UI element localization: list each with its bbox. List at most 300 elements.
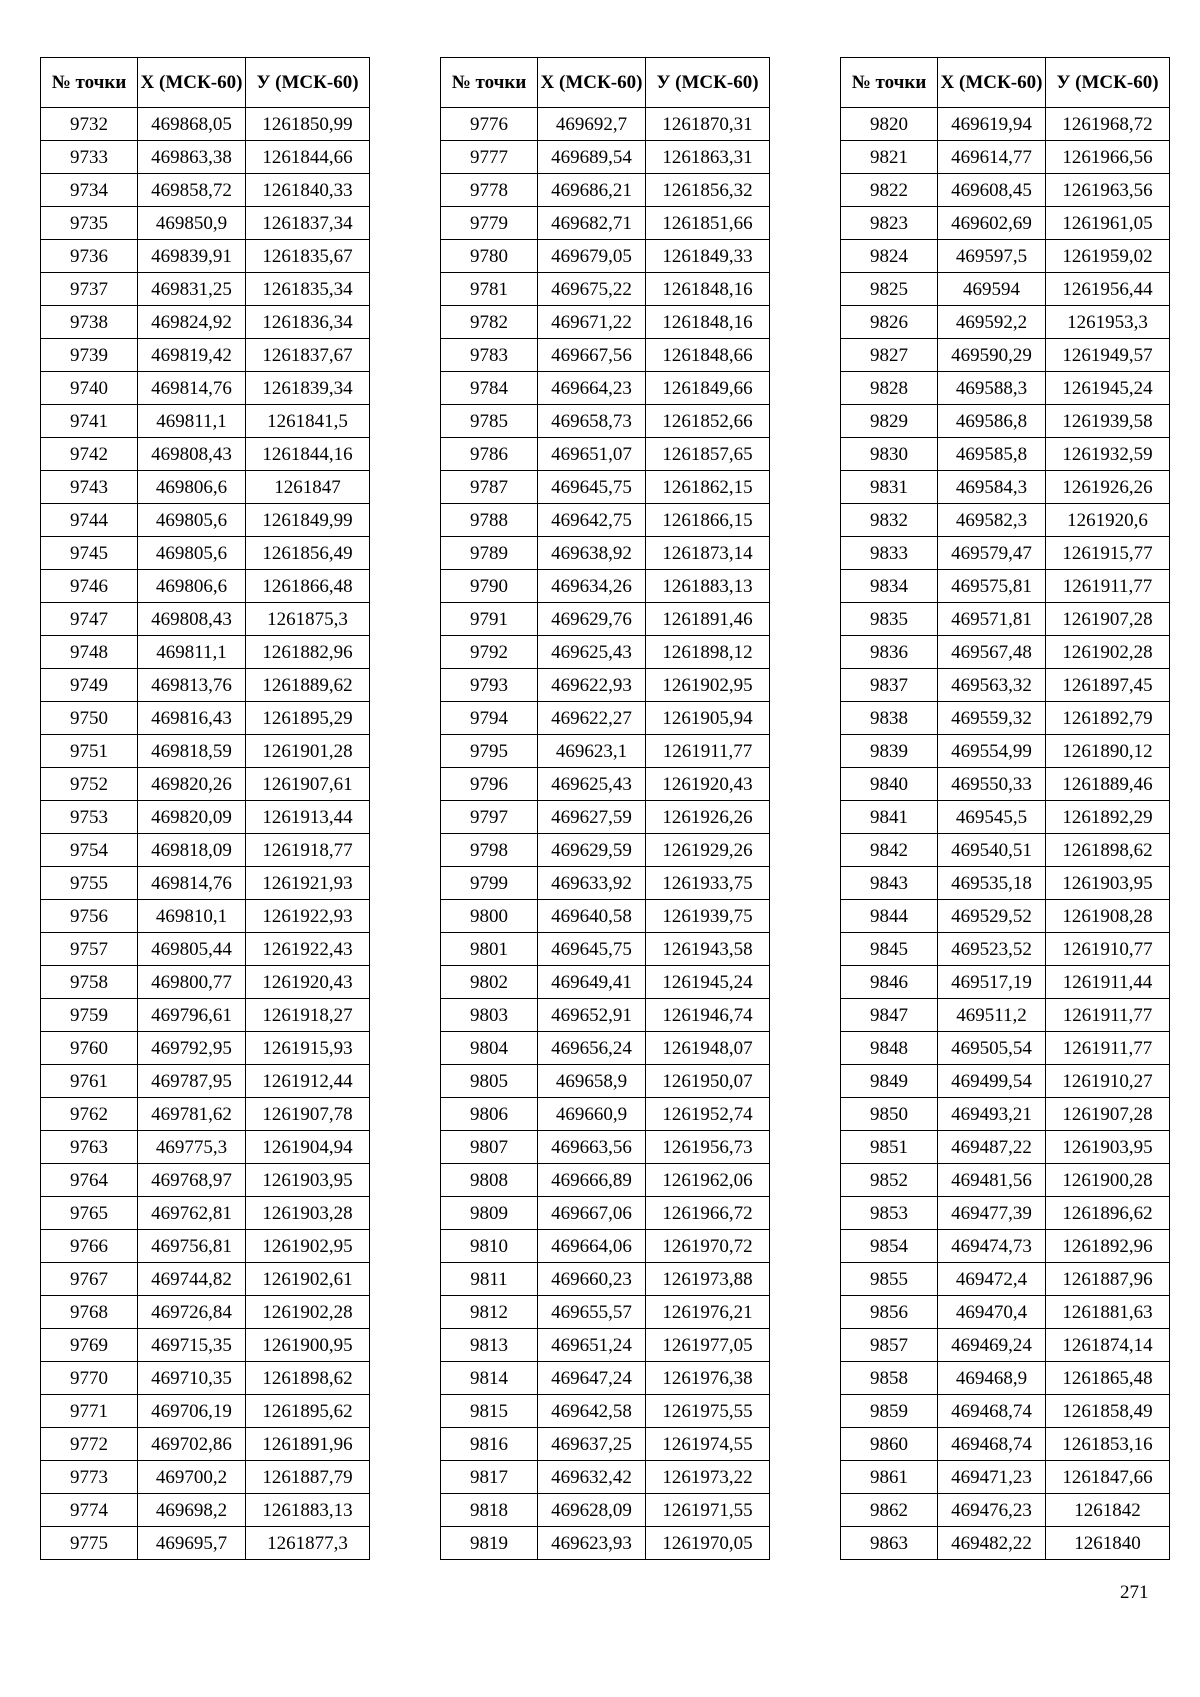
cell-point-number: 9742 [41, 438, 138, 471]
cell-x-coordinate: 469756,81 [138, 1230, 246, 1263]
cell-point-number: 9750 [41, 702, 138, 735]
cell-y-coordinate: 1261850,99 [246, 108, 370, 141]
table-row [41, 1461, 370, 1494]
cell-x-coordinate: 469529,52 [938, 900, 1046, 933]
cell-point-number: 9808 [441, 1164, 538, 1197]
cell-x-coordinate: 469535,18 [938, 867, 1046, 900]
cell-y-coordinate: 1261921,93 [246, 867, 370, 900]
cell-y-coordinate: 1261962,06 [646, 1164, 770, 1197]
table-row [41, 1032, 370, 1065]
cell-point-number: 9776 [441, 108, 538, 141]
cell-y-coordinate: 1261963,56 [1046, 174, 1170, 207]
cell-y-coordinate: 1261849,66 [646, 372, 770, 405]
table-row [41, 999, 370, 1032]
cell-y-coordinate: 1261892,29 [1046, 801, 1170, 834]
cell-point-number: 9758 [41, 966, 138, 999]
cell-y-coordinate: 1261856,49 [246, 537, 370, 570]
cell-y-coordinate: 1261889,62 [246, 669, 370, 702]
cell-point-number: 9768 [41, 1296, 138, 1329]
cell-x-coordinate: 469628,09 [538, 1494, 646, 1527]
cell-x-coordinate: 469796,61 [138, 999, 246, 1032]
cell-x-coordinate: 469637,25 [538, 1428, 646, 1461]
table-row [841, 207, 1170, 240]
cell-x-coordinate: 469634,26 [538, 570, 646, 603]
table-row [41, 1428, 370, 1461]
cell-x-coordinate: 469642,58 [538, 1395, 646, 1428]
cell-x-coordinate: 469592,2 [938, 306, 1046, 339]
cell-x-coordinate: 469816,43 [138, 702, 246, 735]
table-row [841, 801, 1170, 834]
cell-y-coordinate: 1261853,16 [1046, 1428, 1170, 1461]
cell-y-coordinate: 1261922,93 [246, 900, 370, 933]
table-row [441, 735, 770, 768]
table-row [841, 603, 1170, 636]
cell-y-coordinate: 1261973,88 [646, 1263, 770, 1296]
cell-x-coordinate: 469468,74 [938, 1395, 1046, 1428]
cell-point-number: 9844 [841, 900, 938, 933]
cell-x-coordinate: 469588,3 [938, 372, 1046, 405]
table-row [41, 1494, 370, 1527]
cell-x-coordinate: 469682,71 [538, 207, 646, 240]
cell-y-coordinate: 1261956,73 [646, 1131, 770, 1164]
cell-y-coordinate: 1261883,13 [246, 1494, 370, 1527]
cell-x-coordinate: 469619,94 [938, 108, 1046, 141]
cell-y-coordinate: 1261911,77 [1046, 570, 1170, 603]
table-row [841, 669, 1170, 702]
cell-x-coordinate: 469686,21 [538, 174, 646, 207]
table-row [441, 1197, 770, 1230]
cell-point-number: 9748 [41, 636, 138, 669]
table-row [841, 1428, 1170, 1461]
cell-point-number: 9852 [841, 1164, 938, 1197]
table-row [441, 1428, 770, 1461]
cell-x-coordinate: 469614,77 [938, 141, 1046, 174]
cell-x-coordinate: 469476,23 [938, 1494, 1046, 1527]
cell-x-coordinate: 469692,7 [538, 108, 646, 141]
table-row [41, 834, 370, 867]
cell-y-coordinate: 1261911,77 [1046, 999, 1170, 1032]
cell-point-number: 9815 [441, 1395, 538, 1428]
cell-point-number: 9764 [41, 1164, 138, 1197]
cell-point-number: 9774 [41, 1494, 138, 1527]
cell-y-coordinate: 1261926,26 [1046, 471, 1170, 504]
cell-y-coordinate: 1261863,31 [646, 141, 770, 174]
table-row [441, 1329, 770, 1362]
cell-y-coordinate: 1261907,28 [1046, 603, 1170, 636]
table-row [41, 669, 370, 702]
cell-y-coordinate: 1261966,72 [646, 1197, 770, 1230]
cell-point-number: 9794 [441, 702, 538, 735]
cell-x-coordinate: 469656,24 [538, 1032, 646, 1065]
table-row [41, 339, 370, 372]
cell-x-coordinate: 469627,59 [538, 801, 646, 834]
cell-x-coordinate: 469482,22 [938, 1527, 1046, 1560]
table-row [41, 174, 370, 207]
table-row [441, 966, 770, 999]
cell-point-number: 9756 [41, 900, 138, 933]
cell-point-number: 9736 [41, 240, 138, 273]
cell-point-number: 9761 [41, 1065, 138, 1098]
table-row [841, 768, 1170, 801]
table-row [41, 306, 370, 339]
cell-point-number: 9795 [441, 735, 538, 768]
table-row [441, 834, 770, 867]
cell-y-coordinate: 1261903,28 [246, 1197, 370, 1230]
table-row [41, 1362, 370, 1395]
cell-point-number: 9814 [441, 1362, 538, 1395]
table-row [441, 603, 770, 636]
table-row [841, 504, 1170, 537]
cell-x-coordinate: 469550,33 [938, 768, 1046, 801]
cell-y-coordinate: 1261911,77 [1046, 1032, 1170, 1065]
table-row [441, 405, 770, 438]
table-row [841, 636, 1170, 669]
cell-point-number: 9811 [441, 1263, 538, 1296]
cell-point-number: 9763 [41, 1131, 138, 1164]
table-row [41, 537, 370, 570]
header-point-number: № точки [841, 58, 938, 108]
table-row [841, 1461, 1170, 1494]
table-row [41, 141, 370, 174]
cell-x-coordinate: 469695,7 [138, 1527, 246, 1560]
cell-point-number: 9830 [841, 438, 938, 471]
cell-x-coordinate: 469814,76 [138, 867, 246, 900]
table-row [841, 1164, 1170, 1197]
cell-y-coordinate: 1261902,28 [1046, 636, 1170, 669]
cell-y-coordinate: 1261907,28 [1046, 1098, 1170, 1131]
cell-x-coordinate: 469633,92 [538, 867, 646, 900]
header-point-number: № точки [441, 58, 538, 108]
cell-point-number: 9771 [41, 1395, 138, 1428]
table-row [41, 867, 370, 900]
cell-y-coordinate: 1261835,34 [246, 273, 370, 306]
cell-y-coordinate: 1261949,57 [1046, 339, 1170, 372]
cell-y-coordinate: 1261873,14 [646, 537, 770, 570]
cell-x-coordinate: 469594 [938, 273, 1046, 306]
cell-y-coordinate: 1261891,96 [246, 1428, 370, 1461]
table-row [841, 273, 1170, 306]
cell-y-coordinate: 1261847,66 [1046, 1461, 1170, 1494]
table-row [441, 999, 770, 1032]
cell-y-coordinate: 1261862,15 [646, 471, 770, 504]
cell-y-coordinate: 1261907,78 [246, 1098, 370, 1131]
cell-y-coordinate: 1261874,14 [1046, 1329, 1170, 1362]
cell-point-number: 9740 [41, 372, 138, 405]
cell-x-coordinate: 469811,1 [138, 405, 246, 438]
cell-y-coordinate: 1261913,44 [246, 801, 370, 834]
cell-x-coordinate: 469839,91 [138, 240, 246, 273]
cell-x-coordinate: 469652,91 [538, 999, 646, 1032]
table-row [841, 1362, 1170, 1395]
cell-point-number: 9767 [41, 1263, 138, 1296]
cell-y-coordinate: 1261950,07 [646, 1065, 770, 1098]
cell-x-coordinate: 469660,9 [538, 1098, 646, 1131]
cell-y-coordinate: 1261976,21 [646, 1296, 770, 1329]
cell-x-coordinate: 469472,4 [938, 1263, 1046, 1296]
cell-x-coordinate: 469671,22 [538, 306, 646, 339]
cell-point-number: 9802 [441, 966, 538, 999]
cell-x-coordinate: 469820,09 [138, 801, 246, 834]
cell-x-coordinate: 469805,6 [138, 504, 246, 537]
cell-x-coordinate: 469824,92 [138, 306, 246, 339]
cell-x-coordinate: 469559,32 [938, 702, 1046, 735]
cell-point-number: 9838 [841, 702, 938, 735]
cell-point-number: 9737 [41, 273, 138, 306]
table-row [841, 438, 1170, 471]
cell-x-coordinate: 469818,09 [138, 834, 246, 867]
cell-point-number: 9782 [441, 306, 538, 339]
table-row [41, 1263, 370, 1296]
table-row [41, 933, 370, 966]
cell-y-coordinate: 1261901,28 [246, 735, 370, 768]
cell-y-coordinate: 1261851,66 [646, 207, 770, 240]
cell-x-coordinate: 469715,35 [138, 1329, 246, 1362]
table-row [41, 438, 370, 471]
cell-point-number: 9824 [841, 240, 938, 273]
table-row [41, 570, 370, 603]
cell-point-number: 9849 [841, 1065, 938, 1098]
cell-y-coordinate: 1261837,34 [246, 207, 370, 240]
table-row [841, 1527, 1170, 1560]
cell-point-number: 9832 [841, 504, 938, 537]
table-row [841, 702, 1170, 735]
table-row [441, 174, 770, 207]
table-row [441, 471, 770, 504]
table-row [841, 1494, 1170, 1527]
cell-x-coordinate: 469666,89 [538, 1164, 646, 1197]
cell-point-number: 9783 [441, 339, 538, 372]
cell-point-number: 9793 [441, 669, 538, 702]
cell-point-number: 9800 [441, 900, 538, 933]
cell-point-number: 9853 [841, 1197, 938, 1230]
cell-y-coordinate: 1261892,79 [1046, 702, 1170, 735]
cell-point-number: 9751 [41, 735, 138, 768]
cell-x-coordinate: 469623,93 [538, 1527, 646, 1560]
cell-y-coordinate: 1261902,95 [646, 669, 770, 702]
table-row [441, 768, 770, 801]
cell-point-number: 9775 [41, 1527, 138, 1560]
cell-point-number: 9855 [841, 1263, 938, 1296]
table-row [441, 1296, 770, 1329]
header-y-coordinate: У (МСК-60) [646, 58, 770, 108]
cell-point-number: 9862 [841, 1494, 938, 1527]
cell-y-coordinate: 1261898,12 [646, 636, 770, 669]
table-row [441, 108, 770, 141]
cell-x-coordinate: 469651,24 [538, 1329, 646, 1362]
cell-point-number: 9744 [41, 504, 138, 537]
cell-x-coordinate: 469623,1 [538, 735, 646, 768]
table-row [441, 1494, 770, 1527]
cell-y-coordinate: 1261929,26 [646, 834, 770, 867]
table-row [41, 636, 370, 669]
table-row [441, 1395, 770, 1428]
table-row [841, 1296, 1170, 1329]
cell-x-coordinate: 469471,23 [938, 1461, 1046, 1494]
table-row [441, 1461, 770, 1494]
cell-y-coordinate: 1261970,05 [646, 1527, 770, 1560]
cell-point-number: 9760 [41, 1032, 138, 1065]
cell-x-coordinate: 469523,52 [938, 933, 1046, 966]
cell-point-number: 9806 [441, 1098, 538, 1131]
cell-y-coordinate: 1261975,55 [646, 1395, 770, 1428]
cell-x-coordinate: 469775,3 [138, 1131, 246, 1164]
cell-x-coordinate: 469638,92 [538, 537, 646, 570]
table-row [441, 801, 770, 834]
table-row [441, 1527, 770, 1560]
cell-point-number: 9798 [441, 834, 538, 867]
cell-x-coordinate: 469663,56 [538, 1131, 646, 1164]
cell-point-number: 9734 [41, 174, 138, 207]
cell-y-coordinate: 1261915,93 [246, 1032, 370, 1065]
cell-y-coordinate: 1261968,72 [1046, 108, 1170, 141]
cell-y-coordinate: 1261903,95 [1046, 867, 1170, 900]
cell-x-coordinate: 469820,26 [138, 768, 246, 801]
cell-x-coordinate: 469622,93 [538, 669, 646, 702]
cell-point-number: 9861 [841, 1461, 938, 1494]
cell-point-number: 9749 [41, 669, 138, 702]
cell-y-coordinate: 1261977,05 [646, 1329, 770, 1362]
cell-y-coordinate: 1261857,65 [646, 438, 770, 471]
cell-point-number: 9797 [441, 801, 538, 834]
cell-x-coordinate: 469679,05 [538, 240, 646, 273]
cell-y-coordinate: 1261952,74 [646, 1098, 770, 1131]
table-row [841, 141, 1170, 174]
cell-point-number: 9829 [841, 405, 938, 438]
cell-point-number: 9772 [41, 1428, 138, 1461]
cell-point-number: 9820 [841, 108, 938, 141]
cell-x-coordinate: 469585,8 [938, 438, 1046, 471]
cell-x-coordinate: 469858,72 [138, 174, 246, 207]
cell-y-coordinate: 1261911,44 [1046, 966, 1170, 999]
table-row [841, 372, 1170, 405]
cell-x-coordinate: 469850,9 [138, 207, 246, 240]
cell-x-coordinate: 469470,4 [938, 1296, 1046, 1329]
cell-point-number: 9746 [41, 570, 138, 603]
cell-y-coordinate: 1261920,6 [1046, 504, 1170, 537]
cell-y-coordinate: 1261896,62 [1046, 1197, 1170, 1230]
cell-point-number: 9807 [441, 1131, 538, 1164]
table-row [41, 108, 370, 141]
cell-point-number: 9778 [441, 174, 538, 207]
table-row [441, 504, 770, 537]
cell-point-number: 9848 [841, 1032, 938, 1065]
cell-y-coordinate: 1261849,99 [246, 504, 370, 537]
cell-y-coordinate: 1261895,29 [246, 702, 370, 735]
cell-x-coordinate: 469762,81 [138, 1197, 246, 1230]
cell-x-coordinate: 469505,54 [938, 1032, 1046, 1065]
table-row [841, 900, 1170, 933]
cell-point-number: 9752 [41, 768, 138, 801]
table-row [41, 207, 370, 240]
cell-y-coordinate: 1261945,24 [1046, 372, 1170, 405]
table-row [41, 504, 370, 537]
cell-x-coordinate: 469706,19 [138, 1395, 246, 1428]
cell-y-coordinate: 1261844,66 [246, 141, 370, 174]
cell-point-number: 9787 [441, 471, 538, 504]
cell-point-number: 9859 [841, 1395, 938, 1428]
table-row [441, 636, 770, 669]
cell-y-coordinate: 1261976,38 [646, 1362, 770, 1395]
cell-y-coordinate: 1261877,3 [246, 1527, 370, 1560]
cell-point-number: 9823 [841, 207, 938, 240]
table-row [441, 1362, 770, 1395]
cell-y-coordinate: 1261902,28 [246, 1296, 370, 1329]
cell-x-coordinate: 469477,39 [938, 1197, 1046, 1230]
table-row [841, 174, 1170, 207]
cell-x-coordinate: 469567,48 [938, 636, 1046, 669]
cell-y-coordinate: 1261974,55 [646, 1428, 770, 1461]
cell-point-number: 9747 [41, 603, 138, 636]
cell-y-coordinate: 1261905,94 [646, 702, 770, 735]
cell-point-number: 9759 [41, 999, 138, 1032]
cell-point-number: 9788 [441, 504, 538, 537]
header-y-coordinate: У (МСК-60) [246, 58, 370, 108]
cell-y-coordinate: 1261890,12 [1046, 735, 1170, 768]
table-row [841, 339, 1170, 372]
header-point-number: № точки [41, 58, 138, 108]
header-y-coordinate: У (МСК-60) [1046, 58, 1170, 108]
table-row [441, 1032, 770, 1065]
cell-x-coordinate: 469818,59 [138, 735, 246, 768]
cell-point-number: 9739 [41, 339, 138, 372]
cell-y-coordinate: 1261898,62 [246, 1362, 370, 1395]
cell-y-coordinate: 1261866,48 [246, 570, 370, 603]
cell-point-number: 9789 [441, 537, 538, 570]
table-row [41, 240, 370, 273]
cell-y-coordinate: 1261848,16 [646, 273, 770, 306]
cell-point-number: 9817 [441, 1461, 538, 1494]
cell-point-number: 9857 [841, 1329, 938, 1362]
cell-y-coordinate: 1261933,75 [646, 867, 770, 900]
table-row [441, 537, 770, 570]
cell-point-number: 9827 [841, 339, 938, 372]
cell-y-coordinate: 1261837,67 [246, 339, 370, 372]
cell-y-coordinate: 1261839,34 [246, 372, 370, 405]
cell-point-number: 9766 [41, 1230, 138, 1263]
cell-x-coordinate: 469649,41 [538, 966, 646, 999]
cell-y-coordinate: 1261836,34 [246, 306, 370, 339]
cell-x-coordinate: 469806,6 [138, 471, 246, 504]
cell-point-number: 9738 [41, 306, 138, 339]
cell-x-coordinate: 469481,56 [938, 1164, 1046, 1197]
cell-y-coordinate: 1261841,5 [246, 405, 370, 438]
cell-x-coordinate: 469700,2 [138, 1461, 246, 1494]
cell-y-coordinate: 1261922,43 [246, 933, 370, 966]
cell-y-coordinate: 1261883,13 [646, 570, 770, 603]
table-row [841, 405, 1170, 438]
cell-x-coordinate: 469664,06 [538, 1230, 646, 1263]
table-row [841, 537, 1170, 570]
cell-y-coordinate: 1261966,56 [1046, 141, 1170, 174]
cell-y-coordinate: 1261900,28 [1046, 1164, 1170, 1197]
cell-point-number: 9762 [41, 1098, 138, 1131]
cell-point-number: 9839 [841, 735, 938, 768]
cell-y-coordinate: 1261920,43 [246, 966, 370, 999]
table-row [841, 1395, 1170, 1428]
cell-x-coordinate: 469667,06 [538, 1197, 646, 1230]
cell-x-coordinate: 469805,44 [138, 933, 246, 966]
cell-point-number: 9804 [441, 1032, 538, 1065]
table-row [41, 273, 370, 306]
cell-point-number: 9822 [841, 174, 938, 207]
cell-point-number: 9846 [841, 966, 938, 999]
cell-x-coordinate: 469468,9 [938, 1362, 1046, 1395]
table-row [841, 1098, 1170, 1131]
table-row [441, 1098, 770, 1131]
cell-x-coordinate: 469468,74 [938, 1428, 1046, 1461]
table-row [441, 273, 770, 306]
cell-y-coordinate: 1261920,43 [646, 768, 770, 801]
